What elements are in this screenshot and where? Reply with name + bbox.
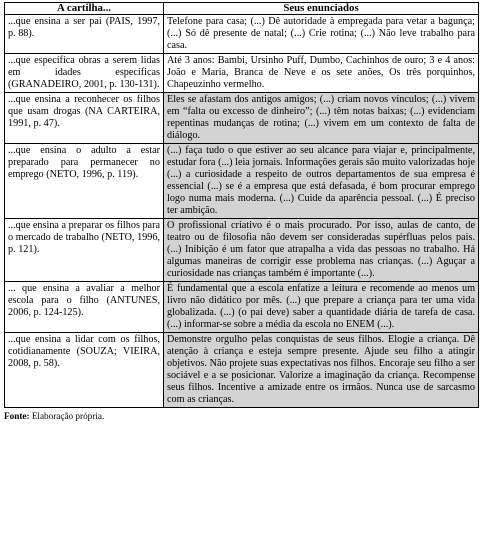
row-enunciado-cell: Eles se afastam dos antigos amigos; (...) criam novos vínculos; (...) vivem em “falta ou excesso de dinheiro”; (...) têm notas baixas; (...) evidenciam repentinas mudanças de rotina; (...) vivem em um contexto de falta de diálogo. — [164, 93, 479, 144]
row-cartilha-cell: ...que ensina o adulto a estar preparado para permanecer no emprego (NETO, 1996, p. 119). — [5, 144, 164, 219]
row-cartilha-cell: ...que ensina a ser pai (PAIS, 1997, p. 88). — [5, 15, 164, 54]
row-cartilha-cell: ...que ensina a reconhecer os filhos que usam drogas (NA CARTEIRA, 1991, p. 47). — [5, 93, 164, 144]
row-enunciado-cell: O profissional criativo é o mais procurado. Por isso, aulas de canto, de teatro ou de filosofia não devem ser consideradas supérfluas pelos pais. (...) Inibição é um fator que atrapalha a vida das pessoas no trabalho. Há algumas maneiras de corrigir esse problema nas crianças. (...) Aguçar a curiosidade nas crianças também é importante (...). — [164, 219, 479, 282]
row-enunciado-cell: Telefone para casa; (...) Dê autoridade à empregada para vetar a bagunça; (...) Só dê presente de natal; (...) Crie rotina; (...) Não leve trabalho para casa. — [164, 15, 479, 54]
table-row — [5, 54, 479, 93]
table-row — [5, 15, 479, 54]
source-text: Elaboração própria. — [29, 411, 105, 421]
table-header-row — [5, 3, 479, 15]
table-row — [5, 93, 479, 144]
row-cartilha-cell: ...que específica obras a serem lidas em idades específicas (GRANADEIRO, 2001, p. 130-131). — [5, 54, 164, 93]
table-row — [5, 282, 479, 333]
row-enunciado-cell: (...) faça tudo o que estiver ao seu alcance para viajar e, principalmente, estudar fora (...) leia jornais. Informações gerais são muito valorizadas hoje (...) a curiosidade a respeito de outros departamentos de sua empresa é essencial (...) se é a empresa que está defasada, é bom procurar emprego logo numa mais moderna. (...) Cuide da aparência pessoal. (...) É preciso ter ambição. — [164, 144, 479, 219]
row-cartilha-cell: ...que ensina a preparar os filhos para o mercado de trabalho (NETO, 1996, p. 121). — [5, 219, 164, 282]
source-label: Fonte: — [4, 411, 30, 421]
row-cartilha-cell: ...que ensina a lidar com os filhos, cotidianamente (SOUZA; VIEIRA, 2008, p. 58). — [5, 333, 164, 408]
header-cartilha: A cartilha... — [5, 3, 164, 15]
table-row — [5, 219, 479, 282]
cartilha-table — [4, 2, 479, 408]
row-enunciado-cell: É fundamental que a escola enfatize a leitura e recomende ao menos um livro não didático por mês. (...) que prepare a criança para ter uma vida globalizada. (...) (o pai deve) saber a quantidade diária de tarefa de casa. (...) informar-se sobre a média da escola no ENEM (...). — [164, 282, 479, 333]
document-page — [4, 2, 478, 422]
row-cartilha-cell: ... que ensina a avaliar a melhor escola para o filho (ANTUNES, 2006, p. 124-125). — [5, 282, 164, 333]
header-enunciados: Seus enunciados — [164, 3, 479, 15]
row-enunciado-cell: Demonstre orgulho pelas conquistas de seus filhos. Elogie a criança. Dê atenção à criança e esteja sempre presente. Ajude seu filho a atingir objetivos. Não projete suas expectativas nos filhos. Encoraje seu filho a ser sociável e a se posicionar. Valorize a imaginação da criança. Recompense seus filhos. Incentive a amizade entre os irmãos. Nunca use de sarcasmo com as crianças. — [164, 333, 479, 408]
source-note — [4, 411, 478, 422]
row-enunciado-cell: Até 3 anos: Bambi, Ursinho Puff, Dumbo, Cachinhos de ouro; 3 e 4 anos: João e Maria, Branca de Neve e os sete anões, Os três porquinhos, Chapeuzinho vermelho. — [164, 54, 479, 93]
table-row — [5, 333, 479, 408]
table-row — [5, 144, 479, 219]
